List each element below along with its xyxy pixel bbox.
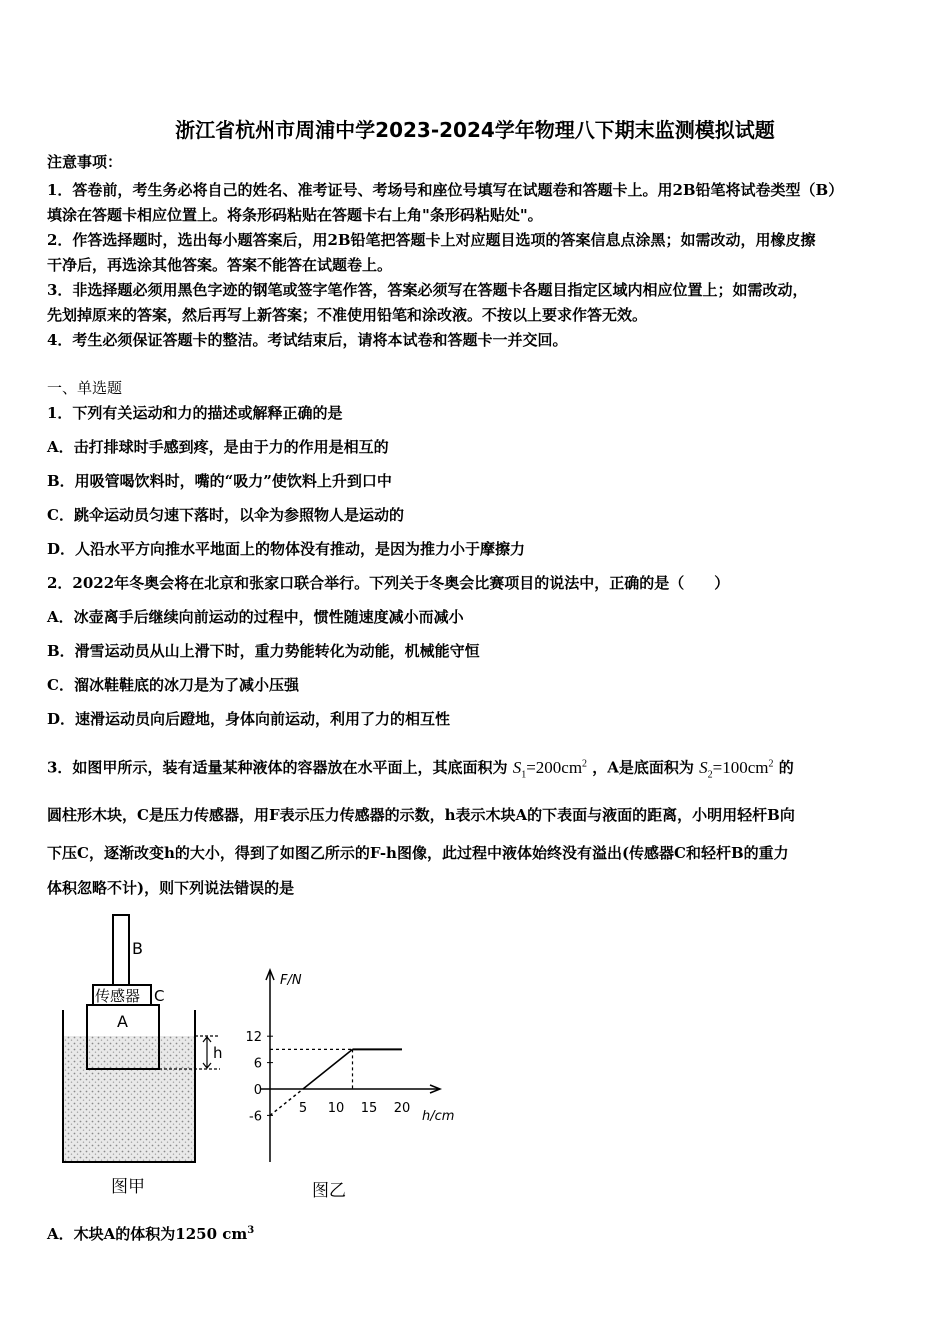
notice-line: 1．答卷前，考生务必将自己的姓名、准考证号、考场号和座位号填写在试题卷和答题卡上。用2B铅笔将试卷类型（B） bbox=[47, 181, 844, 199]
q2-option-b: B．滑雪运动员从山上滑下时，重力势能转化为动能，机械能守恒 bbox=[47, 642, 480, 660]
x-tick-label: 5 bbox=[298, 1101, 308, 1116]
s2-exponent: 2 bbox=[768, 758, 774, 769]
caption-yi: 图乙 bbox=[312, 1181, 346, 1201]
notice-line: 填涂在答题卡相应位置上。将条形码粘贴在答题卡右上角"条形码粘贴处"。 bbox=[47, 206, 543, 224]
q1-option-a: A．击打排球时手感到疼，是由于力的作用是相互的 bbox=[47, 438, 389, 456]
q1-option-b: B．用吸管喝饮料时，嘴的“吸力”使饮料上升到口中 bbox=[47, 472, 392, 490]
x-tick-label: 20 bbox=[393, 1101, 411, 1116]
sensor-text: 传感器 bbox=[95, 987, 141, 1005]
s2-subscript: 2 bbox=[707, 769, 713, 781]
s2-formula bbox=[699, 757, 774, 781]
q3-stem-line2: 圆柱形木块，C是压力传感器，用F表示压力传感器的示数，h表示木块A的下表面与液面的距离，小明用轻杆B向 bbox=[47, 806, 795, 824]
y-tick-label: 12 bbox=[245, 1030, 262, 1046]
page-title: 浙江省杭州市周浦中学2023-2024学年物理八下期末监测模拟试题 bbox=[175, 118, 775, 142]
q1-option-c: C．跳伞运动员匀速下落时，以伞为参照物人是运动的 bbox=[47, 506, 404, 524]
s1-value: =200cm bbox=[526, 757, 583, 777]
figure-yi bbox=[240, 960, 470, 1205]
notice-line: 先划掉原来的答案，然后再写上新答案；不准使用铅笔和涂改液。不按以上要求作答无效。 bbox=[47, 306, 648, 324]
q2-option-c: C．溜冰鞋鞋底的冰刀是为了减小压强 bbox=[47, 676, 299, 694]
q3-option-a-text: A．木块A的体积为1250 cm bbox=[47, 1225, 248, 1243]
q3-stem-c: 的 bbox=[778, 758, 794, 777]
notice-heading: 注意事项： bbox=[47, 153, 123, 171]
label-b: B bbox=[132, 939, 143, 958]
label-h: h bbox=[213, 1044, 223, 1062]
x-axis-label: h/cm bbox=[422, 1109, 455, 1124]
s2-value: =100cm bbox=[712, 757, 769, 777]
q1-option-d: D．人沿水平方向推水平地面上的物体没有推动，是因为推力小于摩擦力 bbox=[47, 540, 526, 558]
s1-formula bbox=[512, 757, 588, 781]
q3-stem-line1 bbox=[47, 754, 794, 785]
y-tick-label: -6 bbox=[249, 1109, 262, 1125]
notice-line: 4．考生必须保证答题卡的整洁。考试结束后，请将本试卷和答题卡一并交回。 bbox=[47, 331, 568, 349]
x-tick-label: 15 bbox=[360, 1101, 378, 1116]
q3-stem-line4: 体积忽略不计)，则下列说法错误的是 bbox=[47, 879, 295, 897]
label-c: C bbox=[154, 987, 165, 1005]
notice-line: 2．作答选择题时，选出每小题答案后，用2B铅笔把答题卡上对应题目选项的答案信息点涂黑；如需改动，用橡皮擦 bbox=[47, 231, 816, 249]
s1-exponent: 2 bbox=[582, 758, 588, 769]
label-a: A bbox=[117, 1012, 128, 1031]
q3-stem-b: ，A是底面积为 bbox=[592, 758, 694, 777]
y-tick-label: 6 bbox=[253, 1056, 262, 1072]
rod-b bbox=[113, 915, 129, 985]
liquid-region bbox=[63, 1036, 195, 1162]
fh-chart bbox=[240, 960, 470, 1205]
section-heading: 一、单选题 bbox=[47, 379, 123, 397]
s2-symbol: S bbox=[699, 757, 708, 777]
q2-stem: 2．2022年冬奥会将在北京和张家口联合举行。下列关于冬奥会比赛项目的说法中，正确的是（ ） bbox=[47, 574, 730, 592]
q3-option-a-exponent: 3 bbox=[247, 1225, 255, 1236]
caption-jia: 图甲 bbox=[111, 1177, 145, 1197]
x-tick-label: 10 bbox=[327, 1101, 345, 1116]
notice-line: 3．非选择题必须用黑色字迹的钢笔或签字笔作答，答案必须写在答题卡各题目指定区域内相应位置上；如需改动， bbox=[47, 281, 808, 299]
notice-line: 干净后，再选涂其他答案。答案不能答在试题卷上。 bbox=[47, 256, 393, 274]
q3-stem-line3: 下压C，逐渐改变h的大小，得到了如图乙所示的F-h图像，此过程中液体始终没有溢出(传感器C和轻杆B的重力 bbox=[47, 844, 789, 862]
s1-subscript: 1 bbox=[521, 769, 527, 781]
series-segment-rising bbox=[303, 1049, 353, 1089]
s1-symbol: S bbox=[512, 757, 522, 777]
q2-option-d: D．速滑运动员向后蹬地，身体向前运动，利用了力的相互性 bbox=[47, 710, 451, 728]
q2-option-a: A．冰壶离手后继续向前运动的过程中，惯性随速度减小而减小 bbox=[47, 608, 464, 626]
y-axis-label: F/N bbox=[280, 973, 302, 988]
q3-stem-a: 3．如图甲所示，装有适量某种液体的容器放在水平面上，其底面积为 bbox=[47, 758, 508, 777]
q1-stem: 1．下列有关运动和力的描述或解释正确的是 bbox=[47, 404, 343, 422]
figure-jia bbox=[55, 910, 240, 1205]
q3-option-a bbox=[47, 1221, 254, 1244]
y-tick-label: 0 bbox=[253, 1083, 262, 1098]
